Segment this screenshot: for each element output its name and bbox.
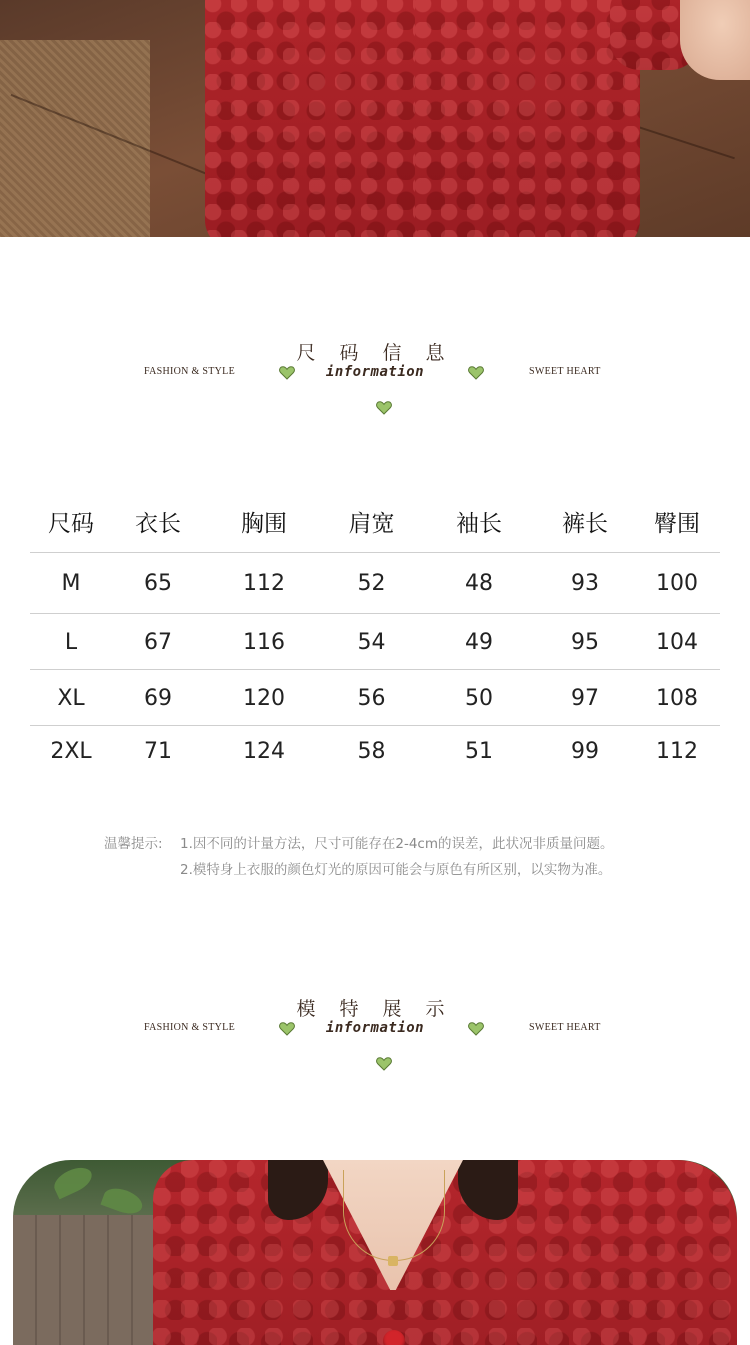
- table-cell: 112: [656, 738, 698, 764]
- heart-icon: [376, 401, 392, 415]
- header-cell: 尺码: [48, 511, 94, 537]
- note-label: 温馨提示:: [104, 836, 163, 852]
- woven-mat: [0, 40, 150, 237]
- table-row: [30, 614, 720, 670]
- model-hand: [680, 0, 750, 80]
- sweater-sleeve-left: [205, 0, 435, 237]
- information-word: information: [325, 364, 425, 380]
- sweet-heart-text: SWEET HEART: [529, 1022, 601, 1033]
- table-cell: 99: [571, 738, 599, 764]
- table-cell: 49: [465, 629, 493, 655]
- table-cell: 69: [144, 685, 172, 711]
- table-cell: 54: [357, 629, 386, 655]
- information-word: information: [325, 1020, 425, 1036]
- header-cell: 袖长: [456, 511, 502, 537]
- header-cell: 臀围: [654, 511, 700, 537]
- table-cell: 108: [656, 685, 698, 711]
- table-cell: 104: [656, 629, 698, 655]
- table-row: [30, 553, 720, 614]
- heart-icon: [468, 366, 484, 380]
- size-info-title: 尺 码 信 息: [296, 342, 454, 364]
- table-cell: 67: [144, 629, 172, 655]
- table-cell: 93: [571, 571, 599, 596]
- header-cell: 胸围: [241, 511, 287, 537]
- table-header-row: [30, 490, 720, 553]
- table-cell: M: [61, 571, 81, 596]
- table-cell: 56: [357, 685, 386, 711]
- table-row: [30, 670, 720, 726]
- table-cell: XL: [57, 685, 85, 711]
- table-cell: 58: [357, 738, 386, 764]
- sweet-heart-text: SWEET HEART: [529, 366, 601, 377]
- table-cell: 95: [571, 629, 599, 655]
- table-cell: 120: [243, 685, 285, 711]
- top-product-photo: [0, 0, 750, 237]
- table-cell: 100: [656, 571, 698, 596]
- table-cell: 71: [144, 738, 172, 764]
- table-cell: 2XL: [50, 738, 92, 764]
- table-cell: 112: [243, 571, 285, 596]
- model-photo: [13, 1160, 737, 1345]
- leaf: [100, 1184, 145, 1218]
- note-line-1: 1.因不同的计量方法，尺寸可能存在2-4cm的误差，此状况非质量问题。: [180, 836, 614, 852]
- necklace-pendant: [388, 1256, 398, 1266]
- table-cell: 51: [465, 738, 493, 764]
- table-cell: L: [64, 629, 78, 655]
- heart-icon: [468, 1022, 484, 1036]
- table-cell: 48: [465, 571, 493, 596]
- header-cell: 裤长: [562, 511, 608, 537]
- model-display-title: 模 特 展 示: [296, 998, 454, 1020]
- header-cell: 肩宽: [348, 511, 395, 537]
- model-display-header: [0, 994, 750, 1084]
- cardigan-button: [383, 1330, 405, 1345]
- fashion-style-text: FASHION & STYLE: [144, 1022, 235, 1033]
- table-cell: 97: [571, 685, 599, 711]
- table-cell: 116: [243, 629, 285, 655]
- table-cell: 50: [465, 685, 493, 711]
- table-cell: 124: [243, 738, 285, 764]
- table-row: [30, 726, 720, 776]
- table-cell: 65: [144, 571, 172, 596]
- header-cell: 衣长: [135, 511, 181, 537]
- table-cell: 52: [357, 571, 386, 596]
- heart-icon: [376, 1057, 392, 1071]
- size-info-header: [0, 338, 750, 428]
- fashion-style-text: FASHION & STYLE: [144, 366, 235, 377]
- sweater-sleeve-right: [415, 0, 640, 237]
- leaf: [50, 1163, 96, 1200]
- note-line-2: 2.模特身上衣服的颜色灯光的原因可能会与原色有所区别，以实物为准。: [180, 862, 612, 878]
- size-chart-table: [30, 490, 720, 776]
